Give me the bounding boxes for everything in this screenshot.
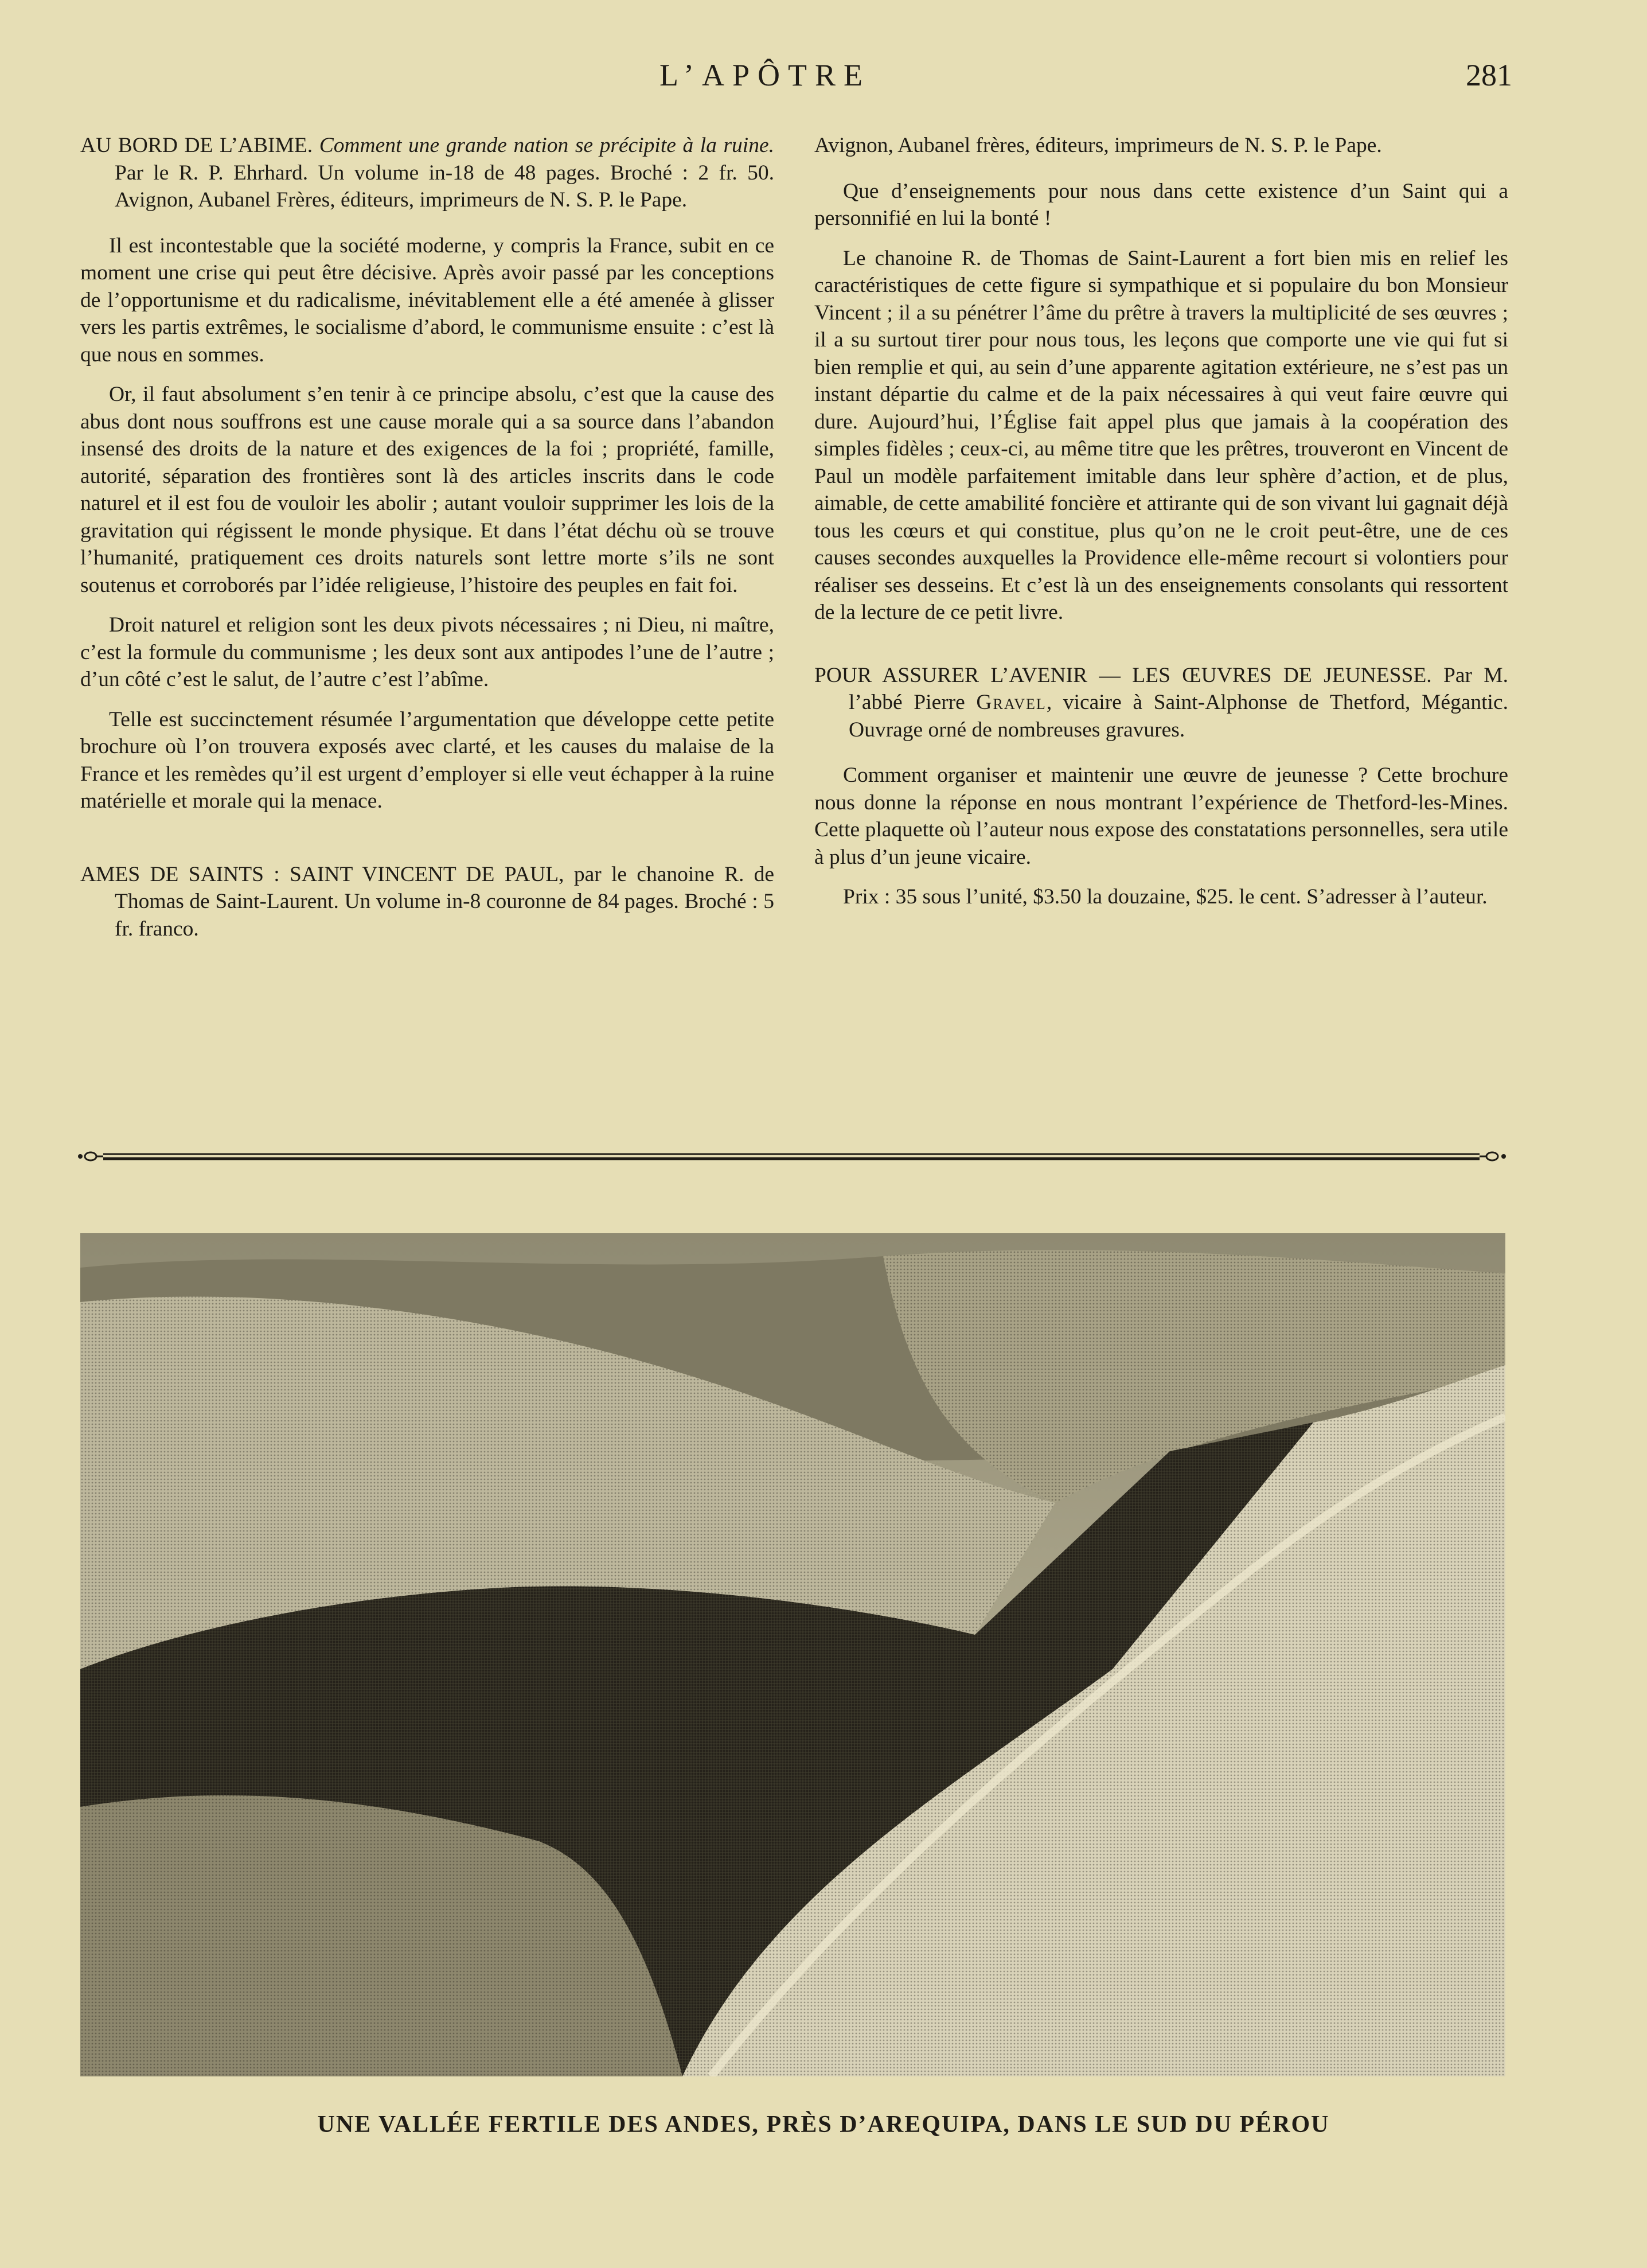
entry-details: , vicaire à Saint-Alphonse de Thetford, Mégantic. Ouvrage orné de nombreuses gravures.	[849, 691, 1508, 742]
andes-valley-image	[80, 1233, 1505, 2076]
paragraph: Droit naturel et religion sont les deux pivots nécessaires ; ni Dieu, ni maître, c’est la formule du communisme ; les deux sont aux antipodes l’une de l’autre ; d’un côté c’est le salut, de l’autre c’est l’abîme.	[80, 613, 774, 691]
paragraph: Telle est succinctement résumée l’argumentation que développe cette petite brochure où l’on trouvera exposés avec clarté, et les causes du malaise de la France et les remèdes qu’il est urgent d’employer si elle veut échapper à la ruine matérielle et morale qui la menace.	[80, 707, 774, 813]
entry-title: POUR ASSURER L’AVENIR — LES ŒUVRES DE JEUNESSE.	[814, 663, 1432, 687]
paragraph: Le chanoine R. de Thomas de Saint-Laurent a fort bien mis en relief les caractéristiques de cette figure si sympathique et si populaire du bon Monsieur Vincent ; il a su pénétrer l’âme du prêtre à travers la multiplicité de ses œuvres ; il a su surtout tirer pour nous tous, les leçons que comporte une vie qui fut si bien remplie et qui, au sein d’une apparente agitation extérieure, ne s’est pas un instant départie du calme et de la paix nécessaires à qui veut faire œuvre qui dure. Aujourd’hui, l’Église fait appel plus que jamais à la coopération des simples fidèles ; ceux-ci, au même titre que les prêtres, trouveront en Vincent de Paul un modèle parfaitement imitable dans leur sphère d’action, et de plus, aimable, de cette amabilité foncière et attirante qui de son vivant lui gagnait déjà tous les cœurs et qui constitue, plus qu’on ne le croit peut-être, une de ces causes secondes auxquelles la Providence elle-même recourt si volontiers pour réaliser ses desseins. Et c’est là un des enseignements consolants qui ressortent de la lecture de ce petit livre.	[814, 246, 1508, 624]
paragraph: Or, il faut absolument s’en tenir à ce principe absolu, c’est que la cause des abus dont nous souffrons est une cause morale qui a sa source dans l’abandon insensé des droits de la nature et des exigences de la foi ; propriété, famille, autorité, séparation des frontières sont là des articles inscrits dans le code naturel et il est fou de vouloir les abolir ; autant vouloir supprimer les lois de la gravitation qui régissent le monde physique. Et dans l’état déchu où se trouve l’humanité, pratiquement ces droits naturels sont lettre morte s’ils ne sont soutenus et corroborés par l’idée religieuse, l’histoire des peuples en fait foi.	[80, 383, 774, 597]
review-entry-heading	[80, 861, 774, 943]
valley-photograph	[80, 1233, 1505, 2076]
left-fleuron-icon	[78, 1152, 103, 1160]
entry-details: par le chanoine R. de Thomas de Saint-Laurent. Un volume in-8 couronne de 84 pages. Broché : 5 fr. franco.	[115, 862, 775, 941]
left-column	[80, 132, 774, 961]
right-fleuron-icon	[1480, 1152, 1506, 1160]
review-entry-heading	[80, 132, 774, 214]
entry-subtitle: Comment une grande nation se précipite à la ruine.	[319, 134, 774, 157]
entry-title: AMES DE SAINTS : SAINT VINCENT DE PAUL,	[80, 862, 564, 886]
right-column	[814, 132, 1508, 923]
figure-caption: UNE VALLÉE FERTILE DES ANDES, PRÈS D’AREQUIPA, DANS LE SUD DU PÉROU	[317, 2111, 1330, 2138]
paragraph: Prix : 35 sous l’unité, $3.50 la douzaine, $25. le cent. S’adresser à l’auteur.	[843, 885, 1488, 909]
ornamental-rule	[69, 1147, 1514, 1167]
paragraph: Il est incontestable que la société moderne, y compris la France, subit en ce moment une crise qui peut être décisive. Après avoir passé par les conceptions de l’opportunisme et du radicalisme, inévitablement elle a été amenée à glisser vers les partis extrêmes, le socialisme d’abord, le communisme ensuite : c’est là que nous en sommes.	[80, 233, 774, 367]
running-head	[0, 57, 1647, 103]
page-number: 281	[1466, 58, 1512, 92]
entry-details: Par le R. P. Ehrhard. Un volume in-18 de 48 pages. Broché : 2 fr. 50. Avignon, Aubanel Frères, éditeurs, imprimeurs de N. S. P. le Pape.	[115, 161, 774, 212]
entry-continued	[814, 132, 1508, 159]
entry-details: Avignon, Aubanel frères, éditeurs, imprimeurs de N. S. P. le Pape.	[814, 134, 1382, 157]
review-entry-heading	[814, 662, 1508, 744]
paragraph: Que d’enseignements pour nous dans cette existence d’un Saint qui a personnifié en lui la bonté !	[814, 179, 1508, 230]
paragraph: Comment organiser et maintenir une œuvre de jeunesse ? Cette brochure nous donne la réponse en nous montrant l’expérience de Thetford-les-Mines. Cette plaquette où l’auteur nous expose des constatations personnelles, sera utile à plus d’un jeune vicaire.	[814, 763, 1508, 869]
running-title: L’APÔTRE	[659, 58, 871, 92]
entry-title: AU BORD DE L’ABIME.	[80, 134, 313, 157]
entry-details: Par M. l’abbé Pierre	[849, 663, 1508, 714]
author-surname: Gravel	[976, 691, 1047, 714]
